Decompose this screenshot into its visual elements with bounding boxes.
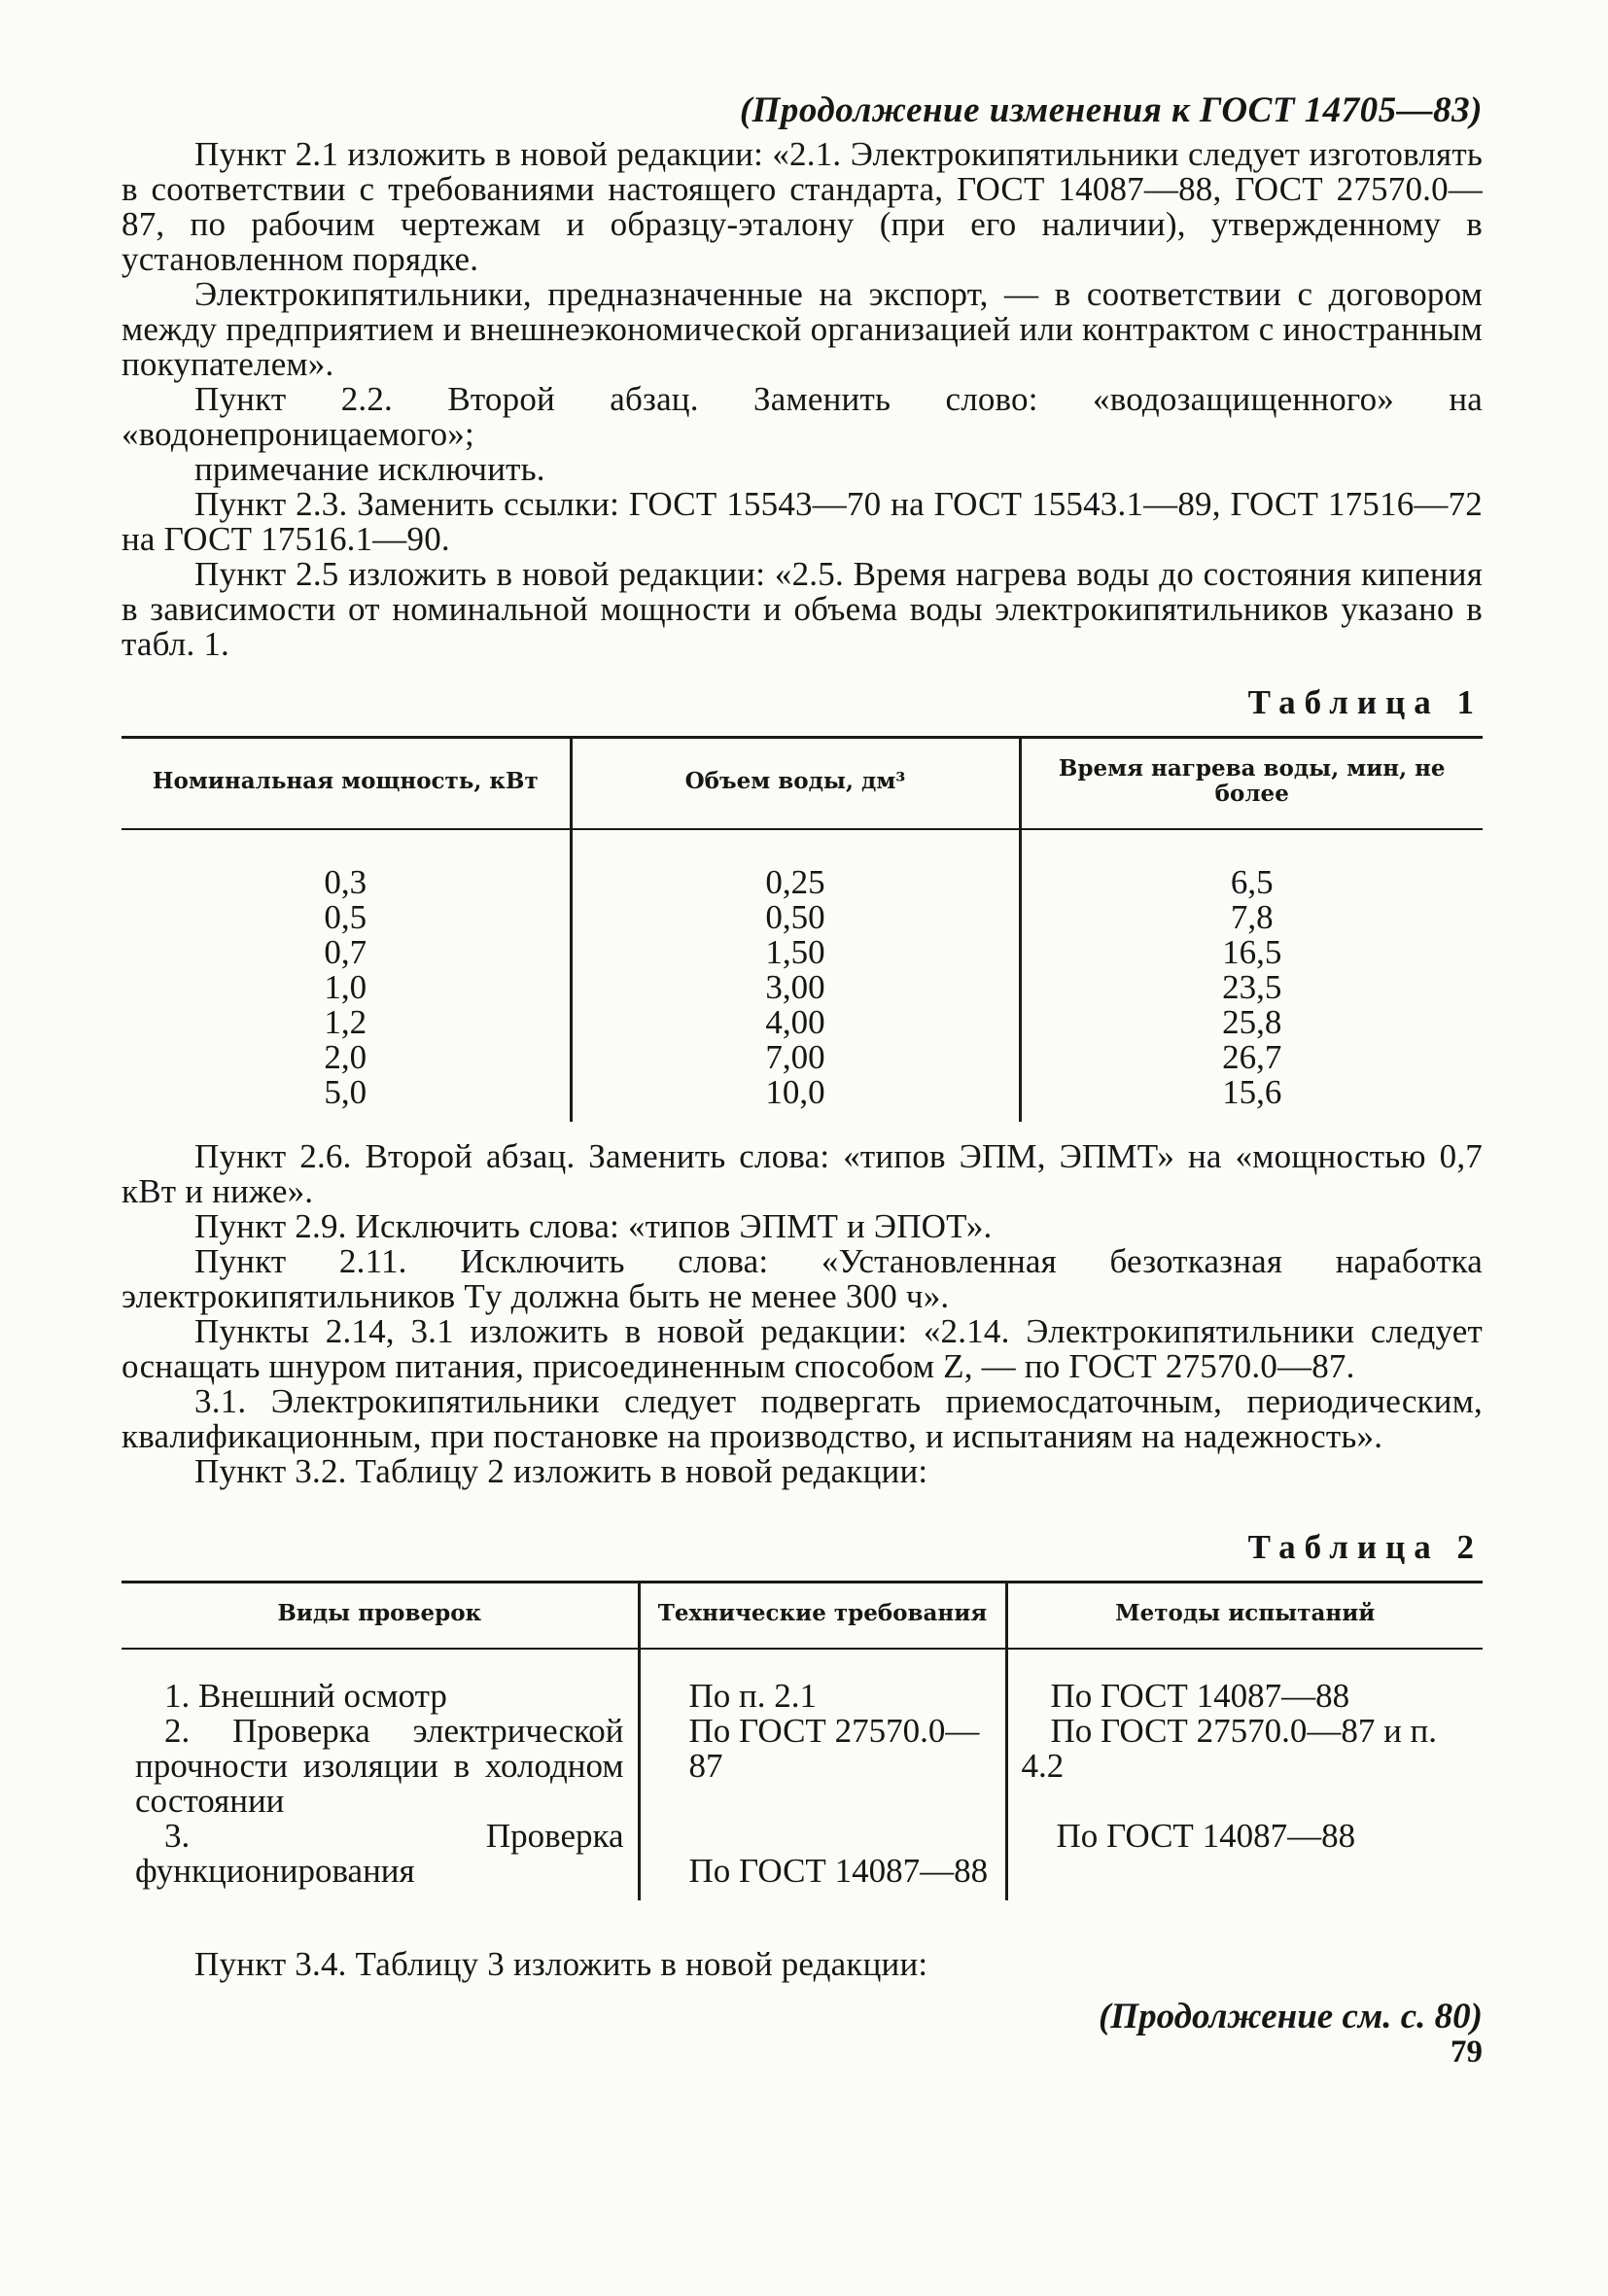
paragraph-2-9: Пункт 2.9. Исключить слова: «типов ЭПМТ и ЭПОТ». <box>194 1207 993 1245</box>
table-cell: 1,0 <box>324 968 367 1006</box>
table1-power-column <box>122 829 571 1122</box>
table-cell: 6,5 <box>1230 863 1274 901</box>
table-cell: 2. Проверка электрической прочности изоляции в холодном состоянии <box>135 1712 624 1820</box>
table-cell: 1,2 <box>324 1003 367 1041</box>
table2-checks-column <box>122 1649 639 1900</box>
paragraph-2-11: Пункт 2.11. Исключить слова: «Установленная безотказная наработка электрокипятильников Tу должна быть не менее 300 ч». <box>122 1242 1483 1315</box>
paragraph-2-6: Пункт 2.6. Второй абзац. Заменить слова: «типов ЭПМ, ЭПМТ» на «мощностью 0,7 кВт и ниже». <box>122 1137 1483 1210</box>
table-cell: 3,00 <box>765 968 825 1006</box>
table-cell: 5,0 <box>324 1073 367 1111</box>
paragraph-3-1: 3.1. Электрокипятильники следует подвергать приемосдаточным, периодическим, квалификационным, при постановке на производство, и испытаниям на надежность». <box>122 1382 1483 1455</box>
paragraph-2-2: Пункт 2.2. Второй абзац. Заменить слово: «водозащищенного» на «водонепроницаемого»; <box>122 380 1483 453</box>
table-cell: По ГОСТ 14087—88 <box>688 1852 989 1890</box>
table-cell: По п. 2.1 <box>688 1677 818 1715</box>
paragraph-2-5: Пункт 2.5 изложить в новой редакции: «2.5. Время нагрева воды до состояния кипения в зависимости от номинальной мощности и объема воды электрокипятильников указано в табл. 1. <box>122 555 1483 663</box>
table-cell: 10,0 <box>765 1073 825 1111</box>
header-continuation-note: (Продолжение изменения к ГОСТ 14705—83) <box>739 90 1483 130</box>
table-cell: 26,7 <box>1222 1038 1282 1076</box>
document-page <box>122 89 1483 2070</box>
table-cell: 4,00 <box>765 1003 825 1041</box>
table2-header-checks: Виды проверок <box>122 1583 639 1650</box>
paragraph-3-4: Пункт 3.4. Таблицу 3 изложить в новой редакции: <box>194 1945 928 1983</box>
table-cell: 23,5 <box>1222 968 1282 1006</box>
table-cell: 7,00 <box>765 1038 825 1076</box>
table2-methods-column <box>1006 1649 1483 1900</box>
table1-header-power: Номинальная мощность, кВт <box>122 738 571 830</box>
footer-continuation-note: (Продолжение см. с. 80) <box>1098 1997 1483 2036</box>
table1-volume-column <box>571 829 1020 1122</box>
table-cell: 3. Проверка функционирования <box>135 1817 624 1890</box>
table-cell: 0,25 <box>765 863 825 901</box>
paragraph-2-14: Пункты 2.14, 3.1 изложить в новой редакции: «2.14. Электрокипятильники следует оснащать шнуром питания, присоединенным способом Z, — по ГОСТ 27570.0—87. <box>122 1312 1483 1385</box>
table-cell: 0,50 <box>765 898 825 936</box>
table-cell: 16,5 <box>1222 933 1282 971</box>
table-cell: По ГОСТ 14087—88 <box>1056 1817 1356 1855</box>
table-cell: 0,7 <box>324 933 367 971</box>
paragraph-export: Электрокипятильники, предназначенные на экспорт, — в соответствии с договором между предприятием и внешнеэкономической организацией или контрактом с иностранным покупателем». <box>122 275 1483 383</box>
table-2 <box>122 1581 1483 1900</box>
table1-time-column <box>1020 829 1483 1122</box>
table-cell: 1,50 <box>765 933 825 971</box>
table-cell: 7,8 <box>1230 898 1274 936</box>
table-1 <box>122 736 1483 1122</box>
table-cell: По ГОСТ 14087—88 <box>1050 1677 1350 1715</box>
paragraph-3-2: Пункт 3.2. Таблицу 2 изложить в новой редакции: <box>194 1452 928 1490</box>
table-cell: 2,0 <box>324 1038 367 1076</box>
table2-caption: Таблица 2 <box>1247 1528 1483 1566</box>
page-number: 79 <box>1451 2035 1483 2070</box>
table-cell: По ГОСТ 27570.0—87 <box>688 1712 980 1785</box>
table1-header-volume: Объем воды, дм³ <box>571 738 1020 830</box>
table-cell: 25,8 <box>1222 1003 1282 1041</box>
paragraph-2-3: Пункт 2.3. Заменить ссылки: ГОСТ 15543—70 на ГОСТ 15543.1—89, ГОСТ 17516—72 на ГОСТ 17516.1—90. <box>122 485 1483 558</box>
table-cell: 15,6 <box>1222 1073 1282 1111</box>
table2-header-requirements: Технические требования <box>639 1583 1006 1650</box>
table-cell: По ГОСТ 27570.0—87 и п. 4.2 <box>1021 1712 1438 1785</box>
table-cell: 0,5 <box>324 898 367 936</box>
paragraph-2-1: Пункт 2.1 изложить в новой редакции: «2.1. Электрокипятильники следует изготовлять в соответствии с требованиями настоящего стандарта, ГОСТ 14087—88, ГОСТ 27570.0—87, по рабочим чертежам и образцу-эталону (при его наличии), утвержденному в установленном порядке. <box>122 135 1483 278</box>
table-cell: 1. Внешний осмотр <box>164 1677 447 1715</box>
table-cell: 0,3 <box>324 863 367 901</box>
table1-header-time: Время нагрева воды, мин, не более <box>1020 738 1483 830</box>
table2-header-methods: Методы испытаний <box>1006 1583 1483 1650</box>
table1-caption: Таблица 1 <box>1247 683 1483 721</box>
paragraph-note-exclude: примечание исключить. <box>194 450 545 488</box>
table2-requirements-column <box>639 1649 1006 1900</box>
